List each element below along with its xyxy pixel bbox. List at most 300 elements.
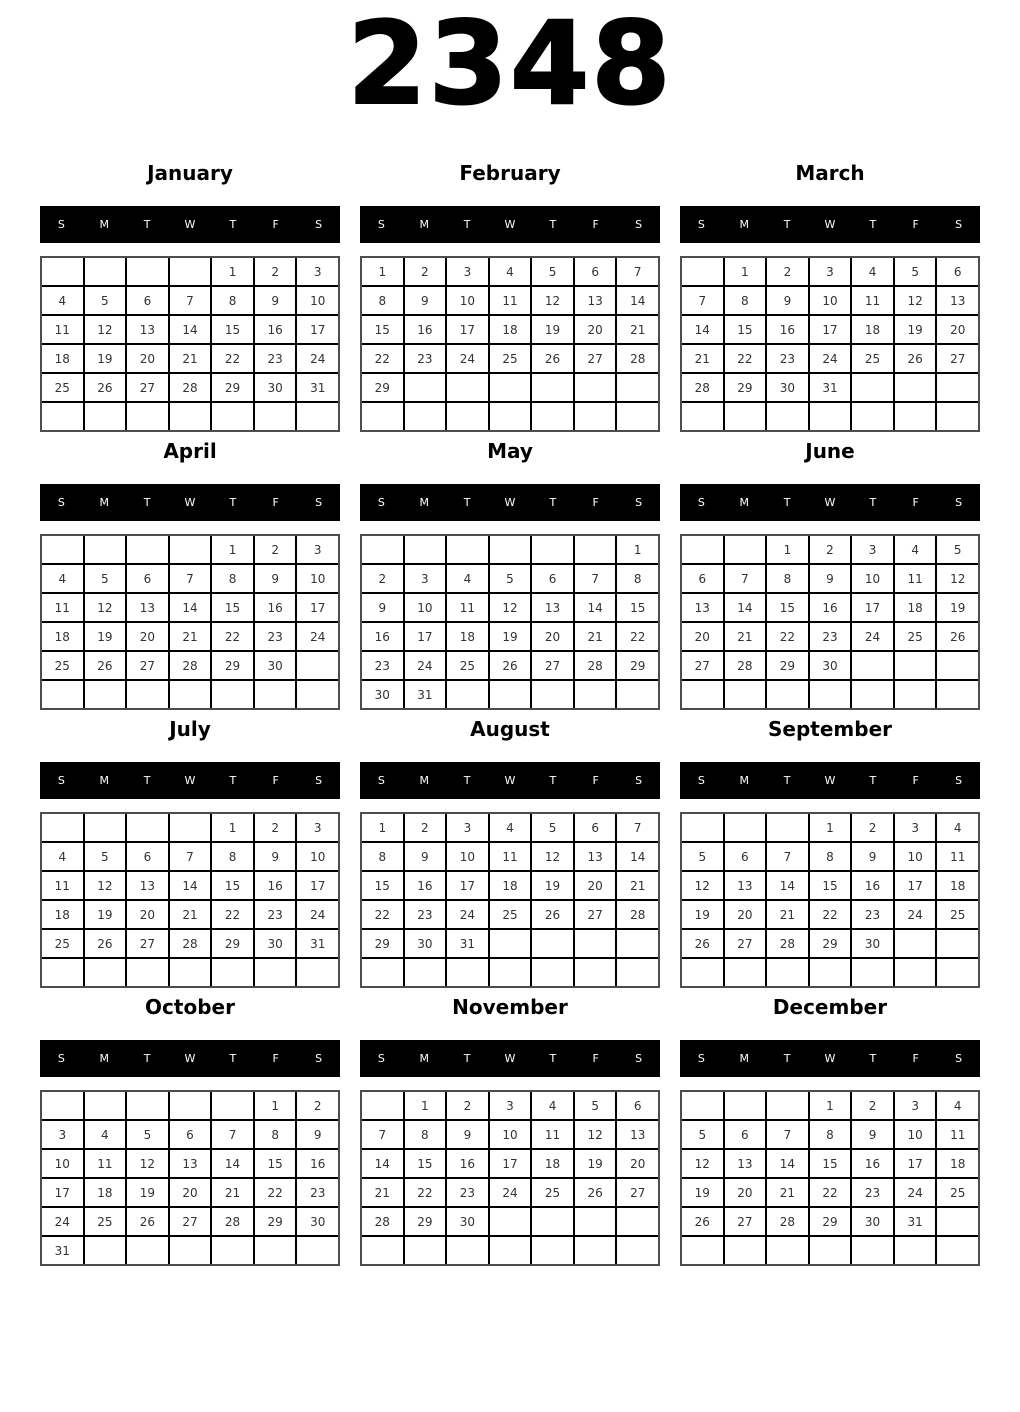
day-cell: 22 <box>810 1179 851 1206</box>
day-cell: 28 <box>212 1208 253 1235</box>
day-cell: 29 <box>255 1208 296 1235</box>
month-grid <box>40 256 340 432</box>
dow-label: W <box>824 774 836 787</box>
day-cell: 13 <box>127 872 168 899</box>
day-cell: 5 <box>85 843 126 870</box>
dow-label: T <box>783 1052 791 1065</box>
day-cell: 3 <box>297 258 338 285</box>
day-cell-empty <box>852 652 893 679</box>
day-cell: 17 <box>297 872 338 899</box>
day-cell: 30 <box>447 1208 488 1235</box>
day-cell-empty <box>362 403 403 430</box>
day-cell-empty <box>852 1237 893 1264</box>
day-cell: 25 <box>852 345 893 372</box>
day-cell: 29 <box>810 1208 851 1235</box>
day-cell: 20 <box>725 901 766 928</box>
day-cell: 29 <box>362 374 403 401</box>
day-cell: 5 <box>127 1121 168 1148</box>
dow-label: S <box>955 1052 963 1065</box>
day-cell: 13 <box>725 1150 766 1177</box>
day-cell: 4 <box>895 536 936 563</box>
day-cell: 21 <box>682 345 723 372</box>
day-cell-empty <box>575 403 616 430</box>
month-grid <box>360 534 660 710</box>
day-cell: 19 <box>682 1179 723 1206</box>
dow-label: S <box>57 774 65 787</box>
day-cell: 21 <box>725 623 766 650</box>
day-cell: 27 <box>127 374 168 401</box>
day-cell-empty <box>937 959 978 986</box>
day-cell: 26 <box>937 623 978 650</box>
day-cell: 6 <box>575 814 616 841</box>
day-cell: 11 <box>852 287 893 314</box>
day-cell: 6 <box>617 1092 658 1119</box>
day-cell-empty <box>617 1237 658 1264</box>
day-cell: 12 <box>682 872 723 899</box>
day-cell-empty <box>170 403 211 430</box>
day-cell: 8 <box>405 1121 446 1148</box>
day-cell-empty <box>895 930 936 957</box>
day-cell: 13 <box>682 594 723 621</box>
day-cell: 29 <box>212 652 253 679</box>
month-title: April <box>163 439 217 463</box>
day-cell: 19 <box>532 316 573 343</box>
day-cell: 23 <box>255 345 296 372</box>
day-cell: 20 <box>532 623 573 650</box>
day-cell: 4 <box>490 258 531 285</box>
day-cell: 6 <box>532 565 573 592</box>
day-cell-empty <box>85 959 126 986</box>
dow-label: F <box>272 774 279 787</box>
day-cell: 11 <box>490 287 531 314</box>
day-cell-empty <box>682 536 723 563</box>
dow-label: F <box>912 218 919 231</box>
day-cell: 10 <box>297 287 338 314</box>
dow-label: M <box>419 496 430 509</box>
day-cell: 11 <box>895 565 936 592</box>
day-cell: 28 <box>170 652 211 679</box>
day-cell-empty <box>937 1208 978 1235</box>
day-cell: 25 <box>937 1179 978 1206</box>
day-cell: 19 <box>575 1150 616 1177</box>
dow-label: S <box>697 1052 705 1065</box>
day-cell-empty <box>170 959 211 986</box>
day-cell: 2 <box>852 1092 893 1119</box>
month-title: August <box>470 717 550 741</box>
day-cell: 23 <box>810 623 851 650</box>
day-cell: 9 <box>255 565 296 592</box>
day-cell: 6 <box>127 843 168 870</box>
day-cell: 15 <box>212 872 253 899</box>
day-cell: 3 <box>405 565 446 592</box>
day-cell-empty <box>575 1208 616 1235</box>
day-cell-empty <box>682 1237 723 1264</box>
day-cell: 20 <box>682 623 723 650</box>
day-cell: 12 <box>85 594 126 621</box>
day-cell-empty <box>362 536 403 563</box>
day-cell: 24 <box>447 901 488 928</box>
day-cell: 2 <box>767 258 808 285</box>
day-cell: 26 <box>532 345 573 372</box>
day-cell-empty <box>490 681 531 708</box>
day-cell: 24 <box>42 1208 83 1235</box>
day-cell: 9 <box>767 287 808 314</box>
day-cell: 8 <box>362 843 403 870</box>
day-cell-empty <box>490 959 531 986</box>
day-cell: 11 <box>42 872 83 899</box>
day-cell: 8 <box>810 843 851 870</box>
day-cell: 12 <box>937 565 978 592</box>
day-cell: 15 <box>212 316 253 343</box>
dow-label: T <box>869 1052 877 1065</box>
day-cell: 10 <box>447 287 488 314</box>
day-cell: 29 <box>810 930 851 957</box>
day-cell: 9 <box>405 287 446 314</box>
dow-header <box>40 206 340 243</box>
month-grid <box>40 1090 340 1266</box>
day-cell: 4 <box>42 843 83 870</box>
day-cell: 8 <box>810 1121 851 1148</box>
dow-label: F <box>592 218 599 231</box>
day-cell-empty <box>405 959 446 986</box>
dow-label: S <box>697 774 705 787</box>
day-cell: 16 <box>852 1150 893 1177</box>
day-cell: 19 <box>937 594 978 621</box>
day-cell-empty <box>405 536 446 563</box>
day-cell-empty <box>255 681 296 708</box>
day-cell: 16 <box>255 594 296 621</box>
day-cell-empty <box>895 374 936 401</box>
dow-label: W <box>184 218 196 231</box>
day-cell: 17 <box>297 594 338 621</box>
dow-label: S <box>315 496 323 509</box>
month-block <box>40 997 340 1266</box>
day-cell-empty <box>682 959 723 986</box>
day-cell: 20 <box>937 316 978 343</box>
day-cell: 5 <box>532 258 573 285</box>
day-cell-empty <box>127 814 168 841</box>
day-cell: 12 <box>85 316 126 343</box>
day-cell: 23 <box>405 901 446 928</box>
day-cell: 16 <box>297 1150 338 1177</box>
day-cell: 13 <box>127 316 168 343</box>
day-cell-empty <box>127 536 168 563</box>
day-cell: 22 <box>362 345 403 372</box>
day-cell-empty <box>532 930 573 957</box>
day-cell: 19 <box>127 1179 168 1206</box>
day-cell: 26 <box>575 1179 616 1206</box>
day-cell: 3 <box>297 814 338 841</box>
day-cell: 16 <box>447 1150 488 1177</box>
day-cell-empty <box>575 1237 616 1264</box>
dow-label: S <box>57 218 65 231</box>
month-grid <box>360 256 660 432</box>
day-cell: 30 <box>255 930 296 957</box>
day-cell: 24 <box>810 345 851 372</box>
day-cell: 20 <box>127 901 168 928</box>
day-cell: 29 <box>212 374 253 401</box>
day-cell-empty <box>767 1237 808 1264</box>
day-cell: 6 <box>682 565 723 592</box>
day-cell-empty <box>490 536 531 563</box>
day-cell: 25 <box>85 1208 126 1235</box>
day-cell-empty <box>447 536 488 563</box>
day-cell: 3 <box>297 536 338 563</box>
dow-label: W <box>504 218 516 231</box>
day-cell: 2 <box>362 565 403 592</box>
day-cell: 21 <box>767 1179 808 1206</box>
day-cell-empty <box>490 374 531 401</box>
day-cell: 14 <box>682 316 723 343</box>
month-title: October <box>145 995 235 1019</box>
day-cell: 24 <box>852 623 893 650</box>
dow-label: S <box>955 774 963 787</box>
day-cell: 28 <box>575 652 616 679</box>
day-cell: 25 <box>42 930 83 957</box>
day-cell: 31 <box>297 374 338 401</box>
month-title: December <box>772 995 888 1019</box>
dow-header <box>680 762 980 799</box>
day-cell: 17 <box>42 1179 83 1206</box>
day-cell: 26 <box>85 652 126 679</box>
dow-label: T <box>549 218 557 231</box>
day-cell: 30 <box>255 374 296 401</box>
day-cell: 1 <box>810 814 851 841</box>
day-cell: 15 <box>212 594 253 621</box>
dow-label: T <box>463 496 471 509</box>
dow-label: W <box>504 1052 516 1065</box>
day-cell-empty <box>810 403 851 430</box>
day-cell: 1 <box>362 814 403 841</box>
day-cell: 9 <box>405 843 446 870</box>
day-cell: 21 <box>170 901 211 928</box>
day-cell: 5 <box>682 843 723 870</box>
day-cell: 21 <box>170 345 211 372</box>
day-cell: 31 <box>42 1237 83 1264</box>
day-cell-empty <box>767 1092 808 1119</box>
day-cell: 18 <box>42 901 83 928</box>
day-cell: 26 <box>85 930 126 957</box>
day-cell-empty <box>532 1237 573 1264</box>
day-cell: 25 <box>532 1179 573 1206</box>
day-cell: 16 <box>852 872 893 899</box>
day-cell: 17 <box>297 316 338 343</box>
day-cell-empty <box>85 681 126 708</box>
day-cell-empty <box>127 1092 168 1119</box>
day-cell: 12 <box>127 1150 168 1177</box>
day-cell-empty <box>490 1208 531 1235</box>
day-cell: 22 <box>212 901 253 928</box>
dow-label: T <box>229 496 237 509</box>
day-cell-empty <box>725 403 766 430</box>
month-title: May <box>487 439 533 463</box>
day-cell: 15 <box>362 316 403 343</box>
dow-label: S <box>635 496 643 509</box>
day-cell-empty <box>85 814 126 841</box>
day-cell: 11 <box>532 1121 573 1148</box>
month-grid <box>40 534 340 710</box>
day-cell: 31 <box>895 1208 936 1235</box>
day-cell: 27 <box>575 901 616 928</box>
day-cell: 15 <box>405 1150 446 1177</box>
day-cell: 20 <box>127 345 168 372</box>
day-cell: 27 <box>725 1208 766 1235</box>
dow-label: T <box>869 218 877 231</box>
day-cell: 30 <box>852 930 893 957</box>
day-cell: 28 <box>767 930 808 957</box>
day-cell: 17 <box>490 1150 531 1177</box>
day-cell: 7 <box>362 1121 403 1148</box>
day-cell-empty <box>532 681 573 708</box>
day-cell: 26 <box>682 1208 723 1235</box>
day-cell: 31 <box>297 930 338 957</box>
day-cell: 4 <box>85 1121 126 1148</box>
day-cell-empty <box>170 681 211 708</box>
day-cell: 14 <box>767 1150 808 1177</box>
day-cell-empty <box>767 959 808 986</box>
day-cell-empty <box>895 652 936 679</box>
day-cell: 23 <box>255 901 296 928</box>
day-cell: 14 <box>362 1150 403 1177</box>
day-cell-empty <box>682 681 723 708</box>
day-cell: 5 <box>532 814 573 841</box>
day-cell: 17 <box>447 872 488 899</box>
day-cell: 1 <box>767 536 808 563</box>
day-cell: 27 <box>682 652 723 679</box>
day-cell: 30 <box>362 681 403 708</box>
day-cell: 4 <box>490 814 531 841</box>
day-cell-empty <box>405 374 446 401</box>
day-cell: 5 <box>85 565 126 592</box>
day-cell: 21 <box>575 623 616 650</box>
day-cell: 20 <box>617 1150 658 1177</box>
day-cell: 12 <box>85 872 126 899</box>
day-cell-empty <box>895 403 936 430</box>
day-cell: 19 <box>895 316 936 343</box>
day-cell-empty <box>682 258 723 285</box>
day-cell: 3 <box>852 536 893 563</box>
day-cell: 12 <box>490 594 531 621</box>
day-cell: 3 <box>490 1092 531 1119</box>
day-cell: 14 <box>617 287 658 314</box>
day-cell-empty <box>85 536 126 563</box>
dow-label: S <box>377 774 385 787</box>
dow-label: M <box>419 774 430 787</box>
day-cell-empty <box>362 1092 403 1119</box>
dow-label: F <box>592 496 599 509</box>
day-cell: 14 <box>170 594 211 621</box>
day-cell: 3 <box>447 258 488 285</box>
dow-header <box>40 762 340 799</box>
day-cell: 20 <box>170 1179 211 1206</box>
month-grid <box>680 1090 980 1266</box>
dow-label: S <box>955 496 963 509</box>
day-cell-empty <box>532 959 573 986</box>
day-cell: 16 <box>362 623 403 650</box>
day-cell: 25 <box>895 623 936 650</box>
month-title: February <box>459 161 561 185</box>
day-cell-empty <box>532 403 573 430</box>
day-cell: 19 <box>490 623 531 650</box>
dow-label: S <box>377 218 385 231</box>
day-cell-empty <box>42 681 83 708</box>
day-cell: 12 <box>895 287 936 314</box>
day-cell: 21 <box>767 901 808 928</box>
day-cell: 18 <box>490 316 531 343</box>
dow-label: W <box>184 1052 196 1065</box>
day-cell: 10 <box>490 1121 531 1148</box>
day-cell: 12 <box>532 843 573 870</box>
dow-label: M <box>99 1052 110 1065</box>
day-cell: 9 <box>852 1121 893 1148</box>
day-cell: 16 <box>405 316 446 343</box>
day-cell-empty <box>810 959 851 986</box>
day-cell-empty <box>852 403 893 430</box>
day-cell-empty <box>297 652 338 679</box>
day-cell: 30 <box>255 652 296 679</box>
dow-label: W <box>824 1052 836 1065</box>
dow-label: T <box>143 218 151 231</box>
day-cell: 10 <box>447 843 488 870</box>
day-cell: 21 <box>617 872 658 899</box>
day-cell: 6 <box>937 258 978 285</box>
day-cell-empty <box>212 681 253 708</box>
day-cell: 2 <box>447 1092 488 1119</box>
day-cell: 20 <box>575 316 616 343</box>
day-cell: 27 <box>127 652 168 679</box>
day-cell: 10 <box>297 843 338 870</box>
day-cell-empty <box>490 1237 531 1264</box>
day-cell: 28 <box>170 374 211 401</box>
day-cell: 24 <box>447 345 488 372</box>
day-cell: 7 <box>170 287 211 314</box>
day-cell: 1 <box>617 536 658 563</box>
day-cell: 5 <box>937 536 978 563</box>
dow-label: T <box>549 774 557 787</box>
day-cell: 14 <box>617 843 658 870</box>
day-cell: 31 <box>447 930 488 957</box>
day-cell: 14 <box>725 594 766 621</box>
day-cell: 25 <box>447 652 488 679</box>
day-cell-empty <box>447 403 488 430</box>
day-cell-empty <box>42 1092 83 1119</box>
dow-label: W <box>504 496 516 509</box>
day-cell: 10 <box>895 1121 936 1148</box>
day-cell: 25 <box>42 374 83 401</box>
month-grid <box>680 534 980 710</box>
day-cell-empty <box>255 403 296 430</box>
day-cell: 1 <box>212 814 253 841</box>
day-cell-empty <box>212 1237 253 1264</box>
day-cell: 27 <box>532 652 573 679</box>
dow-label: T <box>463 774 471 787</box>
month-block <box>360 441 660 710</box>
day-cell-empty <box>170 1237 211 1264</box>
day-cell: 12 <box>575 1121 616 1148</box>
day-cell: 21 <box>362 1179 403 1206</box>
day-cell: 24 <box>490 1179 531 1206</box>
day-cell: 6 <box>170 1121 211 1148</box>
day-cell: 18 <box>490 872 531 899</box>
dow-header <box>680 484 980 521</box>
day-cell: 11 <box>937 1121 978 1148</box>
day-cell-empty <box>297 1237 338 1264</box>
day-cell-empty <box>212 959 253 986</box>
dow-label: T <box>869 774 877 787</box>
day-cell: 11 <box>42 316 83 343</box>
day-cell: 16 <box>255 872 296 899</box>
day-cell-empty <box>725 1237 766 1264</box>
